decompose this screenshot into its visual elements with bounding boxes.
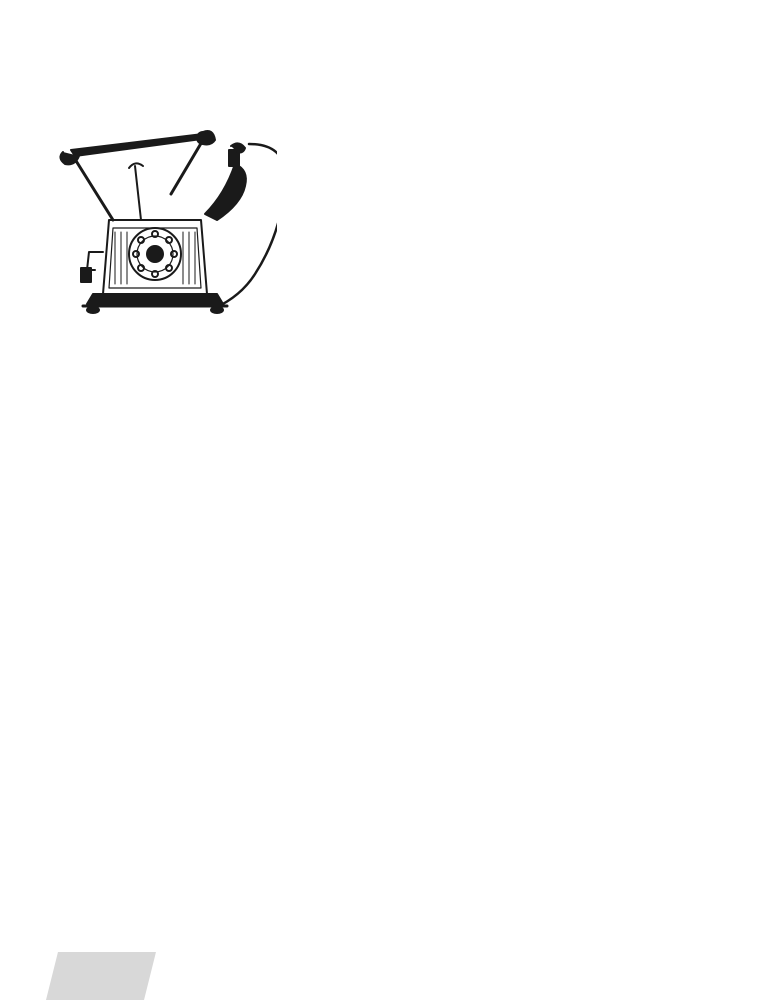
wrapped-paragraph-area: [115, 124, 691, 316]
telephone-illustration: [53, 124, 277, 316]
antique-telephone-icon: [53, 124, 277, 316]
page-body: [115, 124, 691, 316]
